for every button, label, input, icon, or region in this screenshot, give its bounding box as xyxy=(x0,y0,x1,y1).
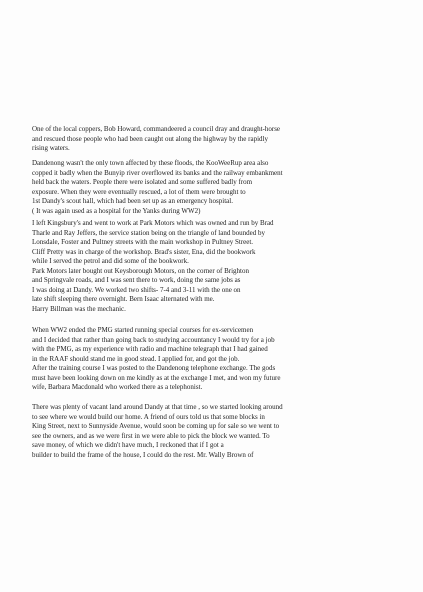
text-line: I left Kingsbury's and went to work at Park Motors which was owned and run by Brad xyxy=(32,219,274,227)
text-line: must have been looking down on me kindly as at the exchange I met, and won my future xyxy=(32,373,281,382)
text-line: One of the local coppers, Bob Howard, commandeered a council dray and draught-horse xyxy=(32,125,281,133)
text-line: with the PMG, as my experience with radio and machine telegraph that I had gained xyxy=(32,345,268,353)
text-line: After the training course I was posted to the Dandenong telephone exchange. The gods xyxy=(32,364,276,372)
text-line: exposure. When they were eventually rescued, a lot of them were brought to xyxy=(32,187,246,196)
text-line: Harry Billman was the mechanic. xyxy=(32,304,126,313)
text-line: and I decided that rather than going back to studying accountancy I would try for a job xyxy=(32,335,275,344)
text-line: builder to build the frame of the house, I could do the rest. Mr. Wally Brown of xyxy=(32,450,254,459)
text-line: Cliff Pretty was in charge of the workshop. Brad's sister, Ena, did the bookwork xyxy=(32,247,256,256)
text-line: held back the waters. People there were isolated and some suffered badly from xyxy=(32,178,253,186)
text-line: 1st Dandy's scout hall, which had been set up as an emergency hospital. xyxy=(32,197,233,205)
text-line: while I served the petrol and did some of the bookwork. xyxy=(32,257,189,265)
text-line: see the owners, and as we were first in we were able to pick the block we wanted. To xyxy=(32,431,270,440)
text-line: When WW2 ended the PMG started running special courses for ex-servicemen xyxy=(32,326,254,334)
text-line: ( It was again used as a hospital for the Yanks during WW2) xyxy=(32,206,201,215)
text-line: in the RAAF should stand me in good stead. I applied for, and got the job. xyxy=(32,354,240,363)
text-line: rising waters. xyxy=(32,144,70,152)
text-line: King Street, next to Sunnyside Avenue, would soon be coming up for sale so we went to xyxy=(32,422,280,430)
text-line: wife, Barbara Macdonald who worked there as a telephonist. xyxy=(32,383,203,391)
text-line: There was plenty of vacant land around Dandy at that time , so we started looking around xyxy=(32,403,283,411)
text-line: Lonsdale, Foster and Pultney streets with the main workshop in Pultney Street. xyxy=(32,238,254,246)
text-line: Dandenong wasn't the only town affected by these floods, the KooWeeRup area also xyxy=(32,159,269,167)
text-line: Park Motors later bought out Keysborough Motors, on the corner of Brighton xyxy=(32,266,249,275)
text-line: copped it badly when the Bunyip river overflowed its banks and the railway embankment xyxy=(32,168,283,177)
text-line: I was doing at Dandy. We worked two shifts- 7-4 and 3-11 with the one on xyxy=(32,285,241,294)
text-line: to see where we would build our home. A friend of ours told us that some blocks in xyxy=(32,412,265,421)
text-line: late shift sleeping there overnight. Bern Isaac alternated with me. xyxy=(32,295,215,303)
text-line: Tharle and Ray Jeffers, the service station being on the triangle of land bounded by xyxy=(32,228,265,237)
text-line: and rescued those people who had been caught out along the highway by the rapidly xyxy=(32,134,268,143)
text-line: and Springvale roads, and I was sent there to work, doing the same jobs as xyxy=(32,276,241,284)
text-line: save money, of which we didn't have much, I reckoned that if I got a xyxy=(32,441,224,449)
